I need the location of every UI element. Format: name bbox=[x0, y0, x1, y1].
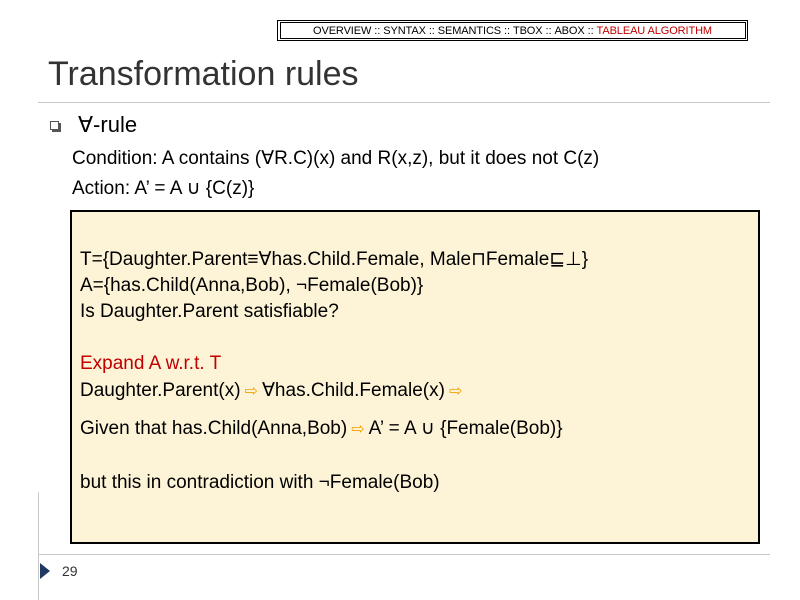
given-right: A’ = A ∪ {Female(Bob)} bbox=[368, 418, 563, 439]
nav-separator: :: bbox=[428, 24, 435, 37]
section-navigation-inner bbox=[280, 22, 746, 39]
expansion-line bbox=[80, 379, 466, 402]
triangle-icon bbox=[40, 563, 50, 579]
tbox-line: T={Daughter.Parent≡∀has.Child.Female, Male⊓Female⊑⊥} bbox=[80, 249, 589, 270]
page-number: 29 bbox=[62, 563, 78, 579]
given-left: Given that has.Child(Anna,Bob) bbox=[80, 418, 348, 439]
slide-title: Transformation rules bbox=[48, 55, 359, 93]
right-arrow-icon: ⇨ bbox=[351, 421, 365, 438]
nav-item-tableau-algorithm[interactable]: TABLEAU ALGORITHM bbox=[596, 24, 712, 37]
expansion-left: Daughter.Parent(x) bbox=[80, 380, 241, 401]
condition-text: : A contains (∀R.C)(x) and R(x,z), but it does not C(z) bbox=[152, 148, 600, 169]
condition-label: Condition bbox=[72, 148, 153, 169]
nav-item-semantics[interactable]: SEMANTICS bbox=[437, 24, 502, 37]
action-label: Action bbox=[72, 178, 125, 199]
nav-item-syntax[interactable]: SYNTAX bbox=[383, 24, 426, 37]
action-text: : A’ = A ∪ {C(z)} bbox=[124, 178, 255, 199]
contradiction-line: but this in contradiction with ¬Female(Bob) bbox=[80, 472, 440, 493]
right-arrow-icon: ⇨ bbox=[448, 383, 463, 400]
nav-separator: :: bbox=[587, 24, 594, 37]
right-arrow-icon: ⇨ bbox=[244, 383, 258, 400]
expansion-right: ∀has.Child.Female(x) bbox=[261, 380, 445, 401]
question-line: Is Daughter.Parent satisfiable? bbox=[80, 301, 339, 322]
footer-horizontal-rule bbox=[38, 554, 770, 555]
nav-separator: :: bbox=[545, 24, 552, 37]
abox-line: A={has.Child(Anna,Bob), ¬Female(Bob)} bbox=[80, 275, 424, 296]
nav-item-abox[interactable]: ABOX bbox=[554, 24, 585, 37]
expand-line: Expand A w.r.t. T bbox=[80, 353, 222, 374]
footer-vertical-rule bbox=[38, 492, 39, 600]
title-divider bbox=[38, 102, 770, 103]
given-line bbox=[80, 417, 563, 440]
action-line bbox=[72, 177, 254, 200]
nav-separator: :: bbox=[504, 24, 510, 37]
nav-separator: :: bbox=[374, 24, 381, 37]
bullet-heading: ∀-rule bbox=[78, 112, 138, 137]
nav-item-tbox[interactable]: TBOX bbox=[512, 24, 543, 37]
square-bullet-icon bbox=[50, 121, 59, 130]
section-navigation bbox=[277, 20, 748, 41]
condition-line bbox=[72, 147, 599, 170]
nav-item-overview[interactable]: OVERVIEW bbox=[313, 24, 372, 37]
example-box bbox=[70, 210, 760, 544]
